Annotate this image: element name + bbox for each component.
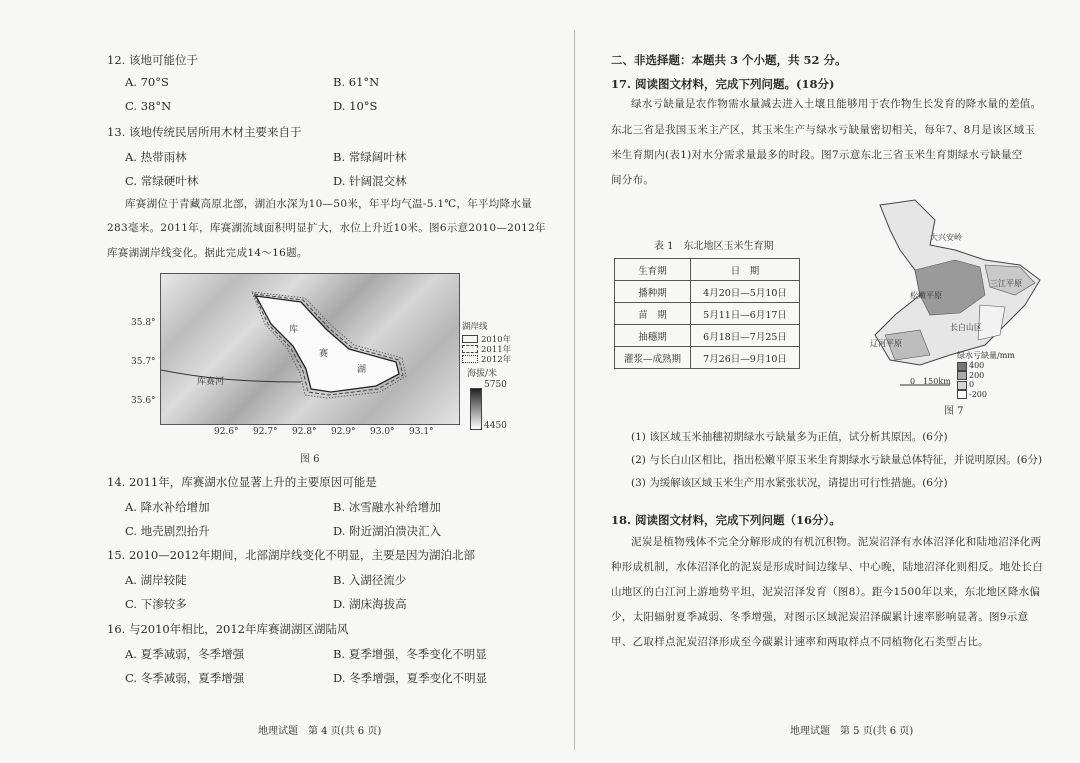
left-footer: 地理试题 第 4 页(共 6 页) [258,726,382,737]
legend-row-2012 [462,354,511,364]
elevation-ramp [470,388,482,430]
q17-sub-2: (2) 与长白山区相比，指出松嫩平原玉米生育期绿水亏缺量总体特征，并说明原因。(6分) [631,454,1043,466]
q17-stem: 17. 阅读图文材料，完成下列问题。(18分) [611,77,835,91]
fig7-legend-title: 绿水亏缺量/mm [957,351,1015,360]
legend-2011: 2011年 [481,345,512,355]
x-tick-4: 92.9° [331,427,356,437]
x-tick-6: 93.1° [409,427,434,437]
q16-option-a: A. 夏季减弱，冬季增强 [125,647,245,661]
fig7-legend-row [957,361,1015,371]
table-1 [614,258,800,369]
fig7-scale: 0 150km [910,377,951,386]
label-songnen: 松嫩平原 [910,291,942,300]
table-row [615,303,800,325]
q17-passage-2: 东北三省是我国玉米主产区，其玉米生产与绿水亏缺量密切相关，每年7、8月是该区域玉 [611,124,1036,136]
fig7-legend-item: -200 [969,389,987,399]
q17-passage-1: 绿水亏缺量是农作物需水量减去进入土壤且能够用于农作物生长发育的降水量的差值。 [631,98,1042,110]
x-tick-5: 93.0° [370,427,395,437]
table-cell: 播种期 [615,281,691,303]
q12-option-a: A. 70°S [125,75,169,89]
q13-option-d: D. 针阔混交林 [333,174,407,188]
q12-option-b: B. 61°N [333,75,380,89]
q18-passage-5: 甲、乙取样点泥炭沼泽形成至今碳累计速率和两取样点不同植物化石类型占比。 [611,636,989,648]
table-header-row [615,259,800,281]
fig7-legend-item: 200 [969,370,985,380]
table-cell: 5月11日—6月17日 [691,303,800,325]
x-tick-3: 92.8° [292,427,317,437]
q17-sub-3: (3) 为缓解该区域玉米生产用水紧张状况，请提出可行性措施。(6分) [631,477,948,489]
table-header: 日 期 [691,259,800,281]
q16-option-d: D. 冬季增强，夏季变化不明显 [333,671,488,685]
q12-option-d: D. 10°S [333,99,378,113]
table-cell: 7月26日—9月10日 [691,347,800,369]
elevation-title: 海拔/米 [467,369,498,379]
elevation-max: 5750 [484,380,507,390]
fig7-legend-row [957,390,1015,400]
q17-sub-1: (1) 该区域玉米抽穗初期绿水亏缺量多为正值，试分析其原因。(6分) [631,431,948,443]
q16-option-c: C. 冬季减弱，夏季增强 [125,671,245,685]
q18-passage-2: 种形成机制，水体沼泽化的泥炭是形成时间边缘早、中心晚，陆地沼泽化则相反。地处长白 [611,561,1043,573]
fig7-legend-item: 400 [969,361,985,370]
q13-stem: 13. 该地传统民居所用木材主要来自于 [107,125,302,139]
fig7-legend [957,350,1015,399]
q14-option-c: C. 地壳剧烈抬升 [125,524,210,538]
q15-option-a: A. 湖岸较陡 [125,573,187,587]
table-header: 生育期 [615,259,691,281]
table-row [615,281,800,303]
table-cell: 4月20日—5月10日 [691,281,800,303]
river-label: 库赛河 [197,377,225,387]
river-line [161,370,301,382]
q14-stem: 14. 2011年，库赛湖水位显著上升的主要原因可能是 [107,475,377,489]
fig7-legend-row [957,380,1015,390]
q15-option-d: D. 湖床海拔高 [333,597,407,611]
table-row [615,347,800,369]
passage-line-1: 库赛湖位于青藏高原北部，湖泊水深为10—50米，年平均气温-5.1℃，年平均降水量 [125,198,533,210]
q14-option-d: D. 附近湖泊溃决汇入 [333,524,442,538]
lake-label-3: 湖 [357,365,367,375]
q12-option-c: C. 38°N [125,99,172,113]
figure-6-caption: 图 6 [300,454,320,465]
table-cell: 6月18日—7月25日 [691,325,800,347]
q15-stem: 15. 2010—2012年期间，北部湖岸线变化不明显，主要是因为湖泊北部 [107,548,475,562]
table-cell: 苗 期 [615,303,691,325]
y-tick-3: 35.6° [131,396,156,406]
right-footer: 地理试题 第 5 页(共 6 页) [790,726,914,737]
changbai-area [978,305,1005,340]
q17-passage-4: 间分布。 [611,174,655,186]
y-tick-2: 35.7° [131,357,156,367]
fig6-legend [462,320,511,364]
q16-stem: 16. 与2010年相比，2012年库赛湖湖区湖陆风 [107,622,349,636]
q13-option-c: C. 常绿硬叶林 [125,174,199,188]
lake-label-2: 赛 [319,349,329,359]
q18-passage-1: 泥炭是植物残体不完全分解形成的有机沉积物。泥炭沼泽有水体沼泽化和陆地沼泽化两 [631,536,1042,548]
table-cell: 灌浆—成熟期 [615,347,691,369]
table-row [615,325,800,347]
q14-option-b: B. 冰雪融水补给增加 [333,500,441,514]
q14-option-a: A. 降水补给增加 [125,500,210,514]
lake-map-svg [161,274,459,424]
lake-label-1: 库 [289,325,299,335]
q18-stem: 18. 阅读图文材料，完成下列问题（16分）。 [611,513,841,527]
q15-option-b: B. 入湖径流少 [333,573,407,587]
label-daxinganling: 大兴安岭 [930,233,962,242]
x-tick-1: 92.6° [214,427,239,437]
table-1-caption: 表 1 东北地区玉米生育期 [654,241,774,252]
figure-6-map [160,273,460,425]
fig7-legend-row [957,371,1015,381]
label-changbai: 长白山区 [950,323,982,332]
q17-passage-3: 米生育期内(表1)对水分需求量最多的时段。图7示意东北三省玉米生育期绿水亏缺量空 [611,149,1023,161]
legend-2010: 2010年 [481,335,512,345]
q13-option-a: A. 热带雨林 [125,150,187,164]
y-tick-1: 35.8° [131,318,156,328]
q12-stem: 12. 该地可能位于 [107,53,198,67]
q13-option-b: B. 常绿阔叶林 [333,150,407,164]
q18-passage-3: 山地区的白江河上游地势平坦，泥炭沼泽发育（图8）。距今1500年以来，东北地区降水偏 [611,586,1041,598]
section-heading: 二、非选择题：本题共 3 个小题，共 52 分。 [611,53,847,67]
legend-title: 湖岸线 [462,322,488,332]
q15-option-c: C. 下渗较多 [125,597,187,611]
fig7-legend-item: 0 [969,380,975,389]
passage-line-2: 283毫米。2011年，库赛湖流域面积明显扩大，水位上升近10米。图6示意2010—2012年 [107,222,546,234]
legend-2012: 2012年 [481,355,512,365]
label-liaohe: 辽河平原 [870,339,902,348]
table-cell: 抽穗期 [615,325,691,347]
q18-passage-4: 少，太阳辐射夏季减弱、冬季增强，对图示区域泥炭沼泽碳累计速率影响显著。图9示意 [611,611,1029,623]
label-sanjiang: 三江平原 [990,279,1022,288]
lake-2010-outline [256,296,399,392]
q16-option-b: B. 夏季增强，冬季变化不明显 [333,647,487,661]
figure-7-caption: 图 7 [944,406,964,417]
passage-line-3: 库赛湖湖岸线变化。据此完成14～16题。 [107,247,308,259]
elevation-min: 4450 [484,421,507,431]
page-fold [574,30,575,750]
x-tick-2: 92.7° [253,427,278,437]
